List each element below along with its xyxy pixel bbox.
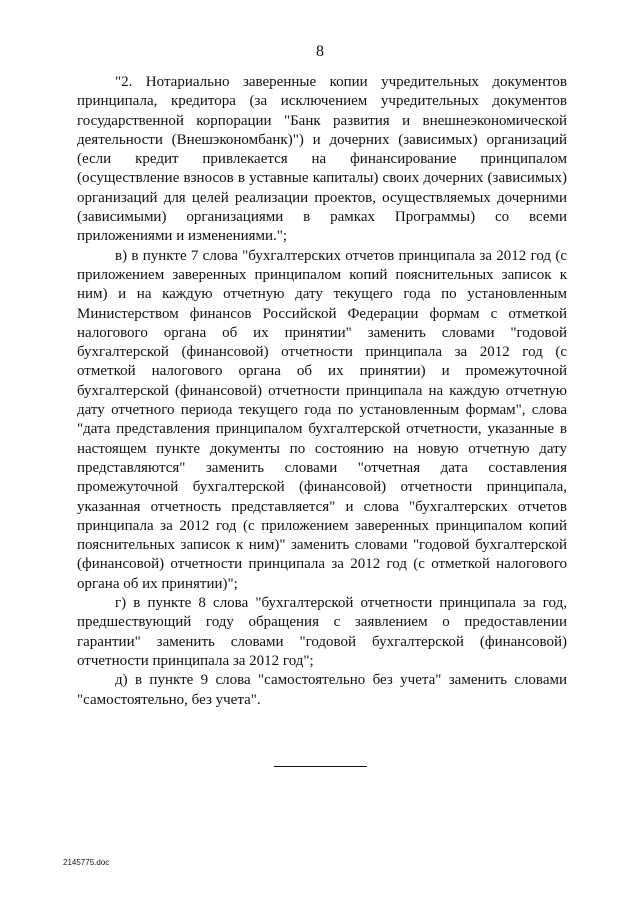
document-body [77, 73, 567, 710]
paragraph-item-v: в) в пункте 7 слова "бухгалтерских отчетов принципала за 2012 год (с приложением заверенных принципалом копий пояснительных записок к ним) и на каждую отчетную дату текущего года по установленным Министерством финансов Российской Федерации формам с отметкой налогового органа об их принятии" заменить словами "годовой бухгалтерской (финансовой) отчетности принципала за 2012 год (с отметкой налогового органа об их принятии) и промежуточной бухгалтерской (финансовой) отчетности принципала на каждую отчетную дату отчетного периода текущего года по установленным формам", слова "дата представления принципалом бухгалтерской отчетности, указанные в настоящем пункте документы по состоянию на новую отчетную дату представляются" заменить словами "отчетная дата составления промежуточной бухгалтерской (финансовой) отчетности принципала, указанная отчетность представляется" и слова "бухгалтерских отчетов принципала за 2012 год (с приложением заверенных принципалом копий пояснительных записок к ним)" заменить словами "годовой бухгалтерской (финансовой) отчетности принципала за 2012 год (с отметкой налогового органа об их принятии)"; [77, 247, 567, 592]
paragraph-clause-2: "2. Нотариально заверенные копии учредительных документов принципала, кредитора (за исключением учредительных документов государственной корпорации "Банк развития и внешнеэкономической деятельности (Внешэкономбанк)") и дочерних (зависимых) организаций (если кредит привлекается на финансирование принципалом (осуществление взносов в уставные капиталы) своих дочерних (зависимых) организаций для целей реализации проектов, осуществляемых дочерними (зависимыми) организациями в рамках Программы) со всеми приложениями и изменениями."; [77, 74, 567, 245]
page-number: 8 [316, 43, 324, 60]
end-separator-line [274, 766, 367, 767]
paragraph-item-g: г) в пункте 8 слова "бухгалтерской отчетности принципала за год, предшествующий году обращения с заявлением о предоставлении гарантии" заменить словами "годовой бухгалтерской (финансовой) отчетности принципала за 2012 год"; [77, 595, 567, 669]
document-file-code: 2145775.doc [63, 858, 110, 867]
paragraph-item-d: д) в пункте 9 слова "самостоятельно без учета" заменить словами "самостоятельно, без учета". [77, 672, 567, 708]
